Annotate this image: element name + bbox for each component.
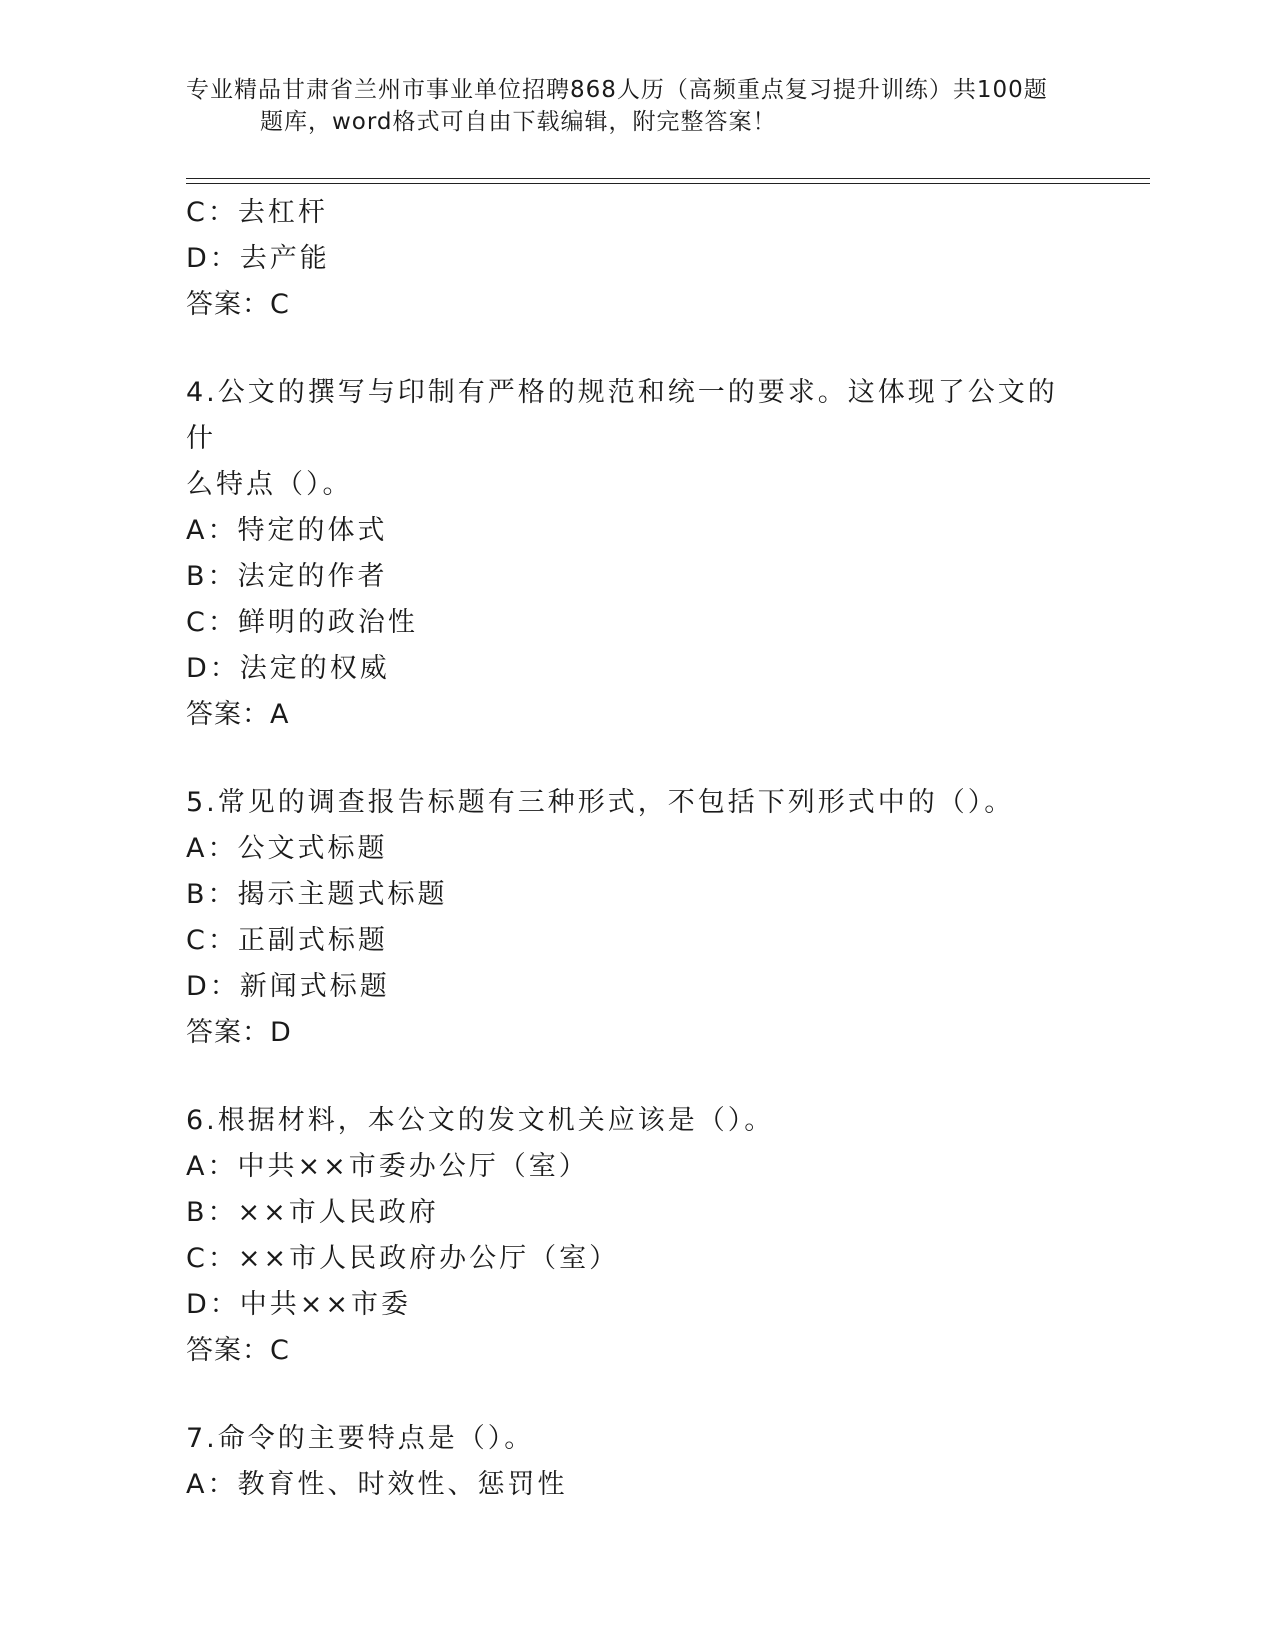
option-label: A： [186, 833, 238, 864]
option-text: 新闻式标题 [239, 971, 390, 1002]
option-label: D： [186, 971, 240, 1002]
option-b [186, 872, 1086, 918]
option-label: A： [186, 515, 238, 546]
option-text: ××市人民政府 [237, 1197, 439, 1228]
option-text: 特定的体式 [237, 515, 388, 546]
option-d [186, 236, 1086, 282]
option-b [186, 1190, 1086, 1236]
option-text: 中共××市委 [239, 1289, 412, 1320]
option-label: A： [186, 1469, 238, 1500]
option-c [186, 918, 1086, 964]
option-text: 鲜明的政治性 [237, 607, 418, 638]
question-text: 7.命令的主要特点是（）。 [186, 1423, 535, 1454]
option-c [186, 190, 1086, 236]
option-label: A： [186, 1151, 238, 1182]
option-a [186, 1462, 1086, 1508]
option-text: 中共××市委办公厅（室） [237, 1151, 589, 1182]
question-text: 5.常见的调查报告标题有三种形式，不包括下列形式中的（）。 [186, 787, 1015, 818]
option-d [186, 964, 1086, 1010]
document-body [186, 190, 1086, 1508]
option-label: B： [186, 879, 238, 910]
option-text: 法定的权威 [239, 653, 390, 684]
option-label: C： [186, 925, 238, 956]
header-line-1: 专业精品甘肃省兰州市事业单位招聘868人历（高频重点复习提升训练）共100题 [186, 77, 1048, 103]
option-text: 去产能 [239, 243, 330, 274]
option-d [186, 646, 1086, 692]
option-b [186, 554, 1086, 600]
answer-line: 答案：C [186, 289, 290, 320]
option-label: C： [186, 1243, 238, 1274]
option-a [186, 826, 1086, 872]
option-d [186, 1282, 1086, 1328]
question-3-continuation [186, 190, 1086, 328]
option-c [186, 1236, 1086, 1282]
option-c [186, 600, 1086, 646]
option-label: B： [186, 1197, 238, 1228]
header-rule-bottom [186, 183, 1150, 184]
header-rule-top [186, 178, 1150, 179]
document-header [186, 74, 1086, 138]
answer-line: 答案：D [186, 1017, 292, 1048]
option-a [186, 508, 1086, 554]
option-label: C： [186, 607, 238, 638]
option-label: D： [186, 653, 240, 684]
option-text: 公文式标题 [237, 833, 388, 864]
question-5 [186, 780, 1086, 1056]
option-text: ××市人民政府办公厅（室） [237, 1243, 620, 1274]
question-text: 4.公文的撰写与印制有严格的规范和统一的要求。这体现了公文的什 [186, 377, 1058, 454]
question-text: 6.根据材料，本公文的发文机关应该是（）。 [186, 1105, 775, 1136]
question-text-continued: 么特点（）。 [186, 469, 353, 500]
option-text: 揭示主题式标题 [237, 879, 448, 910]
option-text: 去杠杆 [237, 197, 328, 228]
option-text: 正副式标题 [237, 925, 388, 956]
option-label: D： [186, 1289, 240, 1320]
option-text: 法定的作者 [237, 561, 388, 592]
question-6 [186, 1098, 1086, 1374]
question-7 [186, 1416, 1086, 1508]
option-a [186, 1144, 1086, 1190]
question-4 [186, 370, 1086, 738]
option-text: 教育性、时效性、惩罚性 [237, 1469, 568, 1500]
answer-line: 答案：A [186, 699, 290, 730]
header-line-2: 题库，word格式可自由下载编辑，附完整答案！ [260, 109, 777, 135]
answer-line: 答案：C [186, 1335, 290, 1366]
option-label: B： [186, 561, 238, 592]
option-label: D： [186, 243, 240, 274]
option-label: C： [186, 197, 238, 228]
